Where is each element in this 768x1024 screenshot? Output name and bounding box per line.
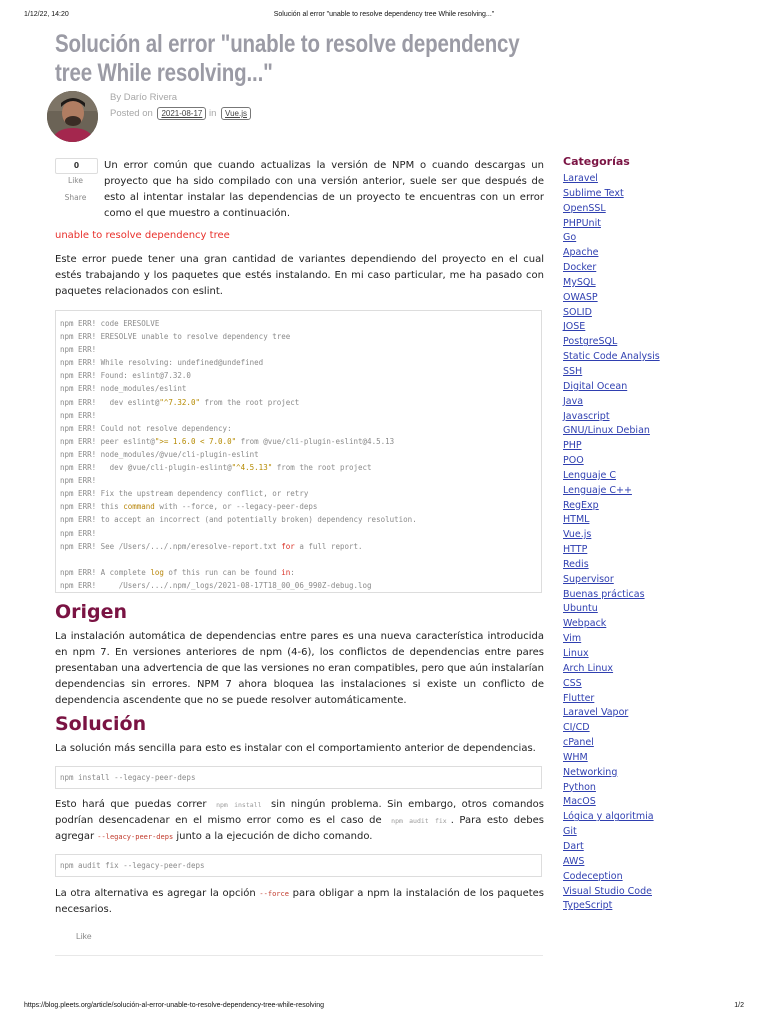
code-line	[60, 500, 537, 513]
code-line: npm ERR! While resolving: undefined@undefined	[60, 358, 264, 368]
variants-paragraph: Este error puede tener una gran cantidad de variantes dependiendo del proyecto en el cual estés trabajando y los paquetes que estés instalando. En mi caso particular, me ha pasado con paquetes relacionados con eslint.	[55, 254, 544, 297]
code-line	[60, 566, 537, 579]
category-link[interactable]: PHP	[563, 440, 582, 452]
posted-line	[110, 107, 251, 120]
category-link[interactable]: Webpack	[563, 618, 607, 630]
category-link[interactable]: CSS	[563, 677, 582, 689]
category-link[interactable]: MacOS	[563, 796, 596, 808]
category-link[interactable]: Static Code Analysis	[563, 351, 660, 363]
category-link[interactable]: HTML	[563, 514, 590, 526]
category-link[interactable]: Networking	[563, 766, 618, 778]
categories-title: Categorías	[563, 155, 630, 168]
date-tag[interactable]: 2021-08-17	[157, 107, 206, 120]
category-link[interactable]: Git	[563, 826, 577, 838]
category-link[interactable]: Flutter	[563, 692, 595, 704]
social-widget	[55, 158, 96, 208]
code-text: npm ERR! See /Users/.../.npm/eresolve-report.txt	[60, 541, 282, 551]
category-link[interactable]: Lógica y algoritmia	[563, 811, 654, 823]
code-string: "^4.5.13"	[231, 463, 273, 473]
code-text: with --force, or --legacy-peer-deps	[154, 502, 318, 512]
code-line: npm ERR! node_modules/eslint	[60, 384, 187, 394]
error-code-block	[55, 310, 542, 593]
code-text: npm ERR! A complete	[60, 567, 151, 577]
code-keyword: command	[123, 502, 155, 512]
author-avatar	[47, 91, 98, 142]
category-link[interactable]: SOLID	[563, 306, 592, 318]
code-text: :	[290, 567, 295, 577]
category-link[interactable]: Vue.js	[563, 529, 592, 541]
category-link[interactable]: PostgreSQL	[563, 336, 618, 348]
category-link[interactable]: AWS	[563, 855, 585, 867]
origen-heading: Origen	[55, 601, 128, 623]
author-line: By Darío Rivera	[110, 92, 178, 103]
text: sin ningún problema. Sin embargo, otros comandos podrían desencadenar en el mismo error como es el caso de	[55, 799, 544, 826]
category-link[interactable]: Dart	[563, 840, 584, 852]
category-link[interactable]: OWASP	[563, 291, 598, 303]
category-link[interactable]: Codeception	[563, 870, 623, 882]
origen-paragraph: La instalación automática de dependencias entre pares es una nueva característica introducida en npm 7. En versiones anteriores de npm (4-6), los conflictos de dependencias entre pares presentaban una advertencia de que las versiones no eran compatibles, pero que aún instalarían dependencias sin errores. NPM 7 ahora bloquea las instalaciones si existe un conflicto de dependencia ascendente que no se puede resolver automáticamente.	[55, 631, 544, 706]
category-tag[interactable]: Vue.js	[221, 107, 251, 120]
code-line: npm ERR!	[60, 528, 97, 538]
category-link[interactable]: Vim	[563, 633, 582, 645]
text: para obligar a npm la instalación de los paquetes necesarios.	[55, 888, 545, 915]
in-label: in	[209, 108, 217, 119]
after-install-paragraph	[55, 797, 544, 845]
category-link[interactable]: Java	[563, 395, 584, 407]
code-text: a full report.	[294, 541, 363, 551]
code-keyword: for	[281, 541, 295, 551]
avatar-image	[47, 91, 98, 142]
text: . Para esto debes agregar	[55, 815, 544, 842]
category-link[interactable]: Supervisor	[563, 573, 614, 585]
category-link[interactable]: Javascript	[563, 410, 610, 422]
code-string: ">= 1.6.0 < 7.0.0"	[154, 436, 237, 446]
inline-code: npm install	[216, 801, 262, 809]
code-text: from @vue/cli-plugin-eslint@4.5.13	[236, 436, 395, 446]
category-link[interactable]: Lenguaje C++	[563, 484, 632, 496]
category-link[interactable]: Redis	[563, 558, 589, 570]
code-text: from the root project	[199, 397, 300, 407]
code-line	[60, 461, 537, 474]
code-line: npm ERR! Found: eslint@7.32.0	[60, 371, 191, 381]
code-text: npm ERR! this	[60, 502, 124, 512]
print-url: https://blog.pleets.org/article/solución-al-error-unable-to-resolve-dependency-tree-while-resolving	[24, 1002, 324, 1009]
print-page-title: Solución al error "unable to resolve dependency tree While resolving..."	[273, 11, 495, 18]
code-text: npm ERR! peer eslint@	[60, 436, 155, 446]
divider	[55, 955, 543, 956]
code-line: npm ERR!	[60, 345, 97, 355]
category-link[interactable]: TypeScript	[563, 900, 613, 912]
category-link[interactable]: cPanel	[563, 737, 594, 749]
code-line: npm ERR! Fix the upstream dependency conflict, or retry	[60, 489, 309, 499]
like-count: 0	[55, 158, 98, 174]
audit-code-block: npm audit fix --legacy-peer-deps	[55, 854, 542, 877]
category-link[interactable]: Go	[563, 232, 577, 244]
category-link[interactable]: Laravel	[563, 173, 598, 184]
category-link[interactable]: Laravel Vapor	[563, 707, 629, 719]
code-line	[60, 553, 537, 566]
code-string: "^7.32.0"	[159, 397, 200, 407]
code-line: npm ERR! /Users/.../.npm/_logs/2021-08-17T18_00_06_990Z-debug.log	[60, 580, 372, 590]
print-footer	[24, 1002, 744, 1009]
like-button[interactable]: Like	[68, 176, 83, 185]
code-text: npm ERR! dev eslint@	[60, 397, 160, 407]
category-link[interactable]: RegExp	[563, 499, 599, 511]
category-link[interactable]: JOSE	[563, 321, 586, 333]
inline-code: --force	[259, 890, 289, 898]
code-line	[60, 396, 537, 409]
category-link[interactable]: HTTP	[563, 544, 588, 556]
category-link[interactable]: POO	[563, 455, 584, 467]
code-line: npm ERR! code ERESOLVE	[60, 319, 160, 328]
category-link[interactable]: Apache	[563, 247, 599, 259]
category-link[interactable]: Buenas prácticas	[563, 588, 645, 600]
category-link[interactable]: Docker	[563, 262, 597, 274]
force-paragraph	[55, 886, 544, 918]
categories-sidebar	[563, 154, 713, 914]
code-text: of this run can be found	[163, 567, 282, 577]
solucion-paragraph: La solución más sencilla para esto es instalar con el comportamiento anterior de dependencias.	[55, 743, 536, 754]
error-title: unable to resolve dependency tree	[55, 230, 230, 241]
category-link[interactable]: PHPUnit	[563, 217, 601, 229]
category-link[interactable]: CI/CD	[563, 722, 590, 734]
category-link[interactable]: Arch Linux	[563, 662, 614, 674]
category-link[interactable]: Linux	[563, 648, 589, 659]
category-link[interactable]: Lenguaje C	[563, 469, 617, 481]
posted-on-label: Posted on	[110, 108, 153, 119]
category-link[interactable]: SSH	[563, 365, 583, 377]
text: junto a la ejecución de dicho comando.	[176, 831, 373, 842]
inline-code: npm audit fix	[391, 817, 447, 825]
share-button[interactable]: Share	[64, 193, 87, 202]
print-page-number: 1/2	[734, 1002, 744, 1009]
code-line: npm ERR! ERESOLVE unable to resolve dependency tree	[60, 332, 291, 342]
category-link[interactable]: GNU/Linux Debian	[563, 425, 650, 437]
category-link[interactable]: Python	[563, 781, 596, 793]
category-link[interactable]: WHM	[563, 751, 588, 763]
category-link[interactable]: Sublime Text	[563, 187, 624, 199]
install-code-block: npm install --legacy-peer-deps	[55, 766, 542, 789]
inline-code: --legacy-peer-deps	[97, 833, 174, 841]
code-line	[60, 540, 537, 553]
code-line: npm ERR! Could not resolve dependency:	[60, 423, 232, 433]
category-link[interactable]: Ubuntu	[563, 603, 598, 615]
code-text: npm ERR! dev @vue/cli-plugin-eslint@	[60, 463, 232, 473]
text: La otra alternativa es agregar la opción	[55, 888, 256, 899]
category-link[interactable]: Visual Studio Code	[563, 885, 652, 897]
code-line: npm ERR!	[60, 410, 97, 420]
article-title: Solución al error "unable to resolve dependency tree While resolving..."	[55, 30, 520, 87]
solucion-heading: Solución	[55, 713, 147, 735]
code-line: npm ERR! node_modules/@vue/cli-plugin-eslint	[60, 449, 259, 459]
code-line	[60, 435, 537, 448]
print-datetime: 1/12/22, 14:20	[24, 11, 69, 18]
category-link[interactable]: Digital Ocean	[563, 380, 628, 392]
code-line: npm ERR! to accept an incorrect (and potentially broken) dependency resolution.	[60, 515, 417, 525]
code-line: npm ERR!	[60, 476, 97, 486]
code-keyword: in	[281, 567, 291, 577]
category-link[interactable]: OpenSSL	[563, 202, 606, 214]
bottom-like-button[interactable]: Like	[76, 931, 92, 941]
intro-paragraph: Un error común que cuando actualizas la versión de NPM o cuando descargas un proyecto que ha sido compilado con una versión anterior, suele ser que después de esto al intentar instalar las dependencias de un proyecto te encuentras con un error como el que muestro a continuación.	[104, 160, 544, 219]
categories-list	[563, 172, 713, 914]
text: Esto hará que puedas correr	[55, 799, 207, 810]
category-link[interactable]: MySQL	[563, 276, 596, 288]
code-keyword: log	[150, 567, 164, 577]
code-text: from the root project	[272, 463, 372, 473]
